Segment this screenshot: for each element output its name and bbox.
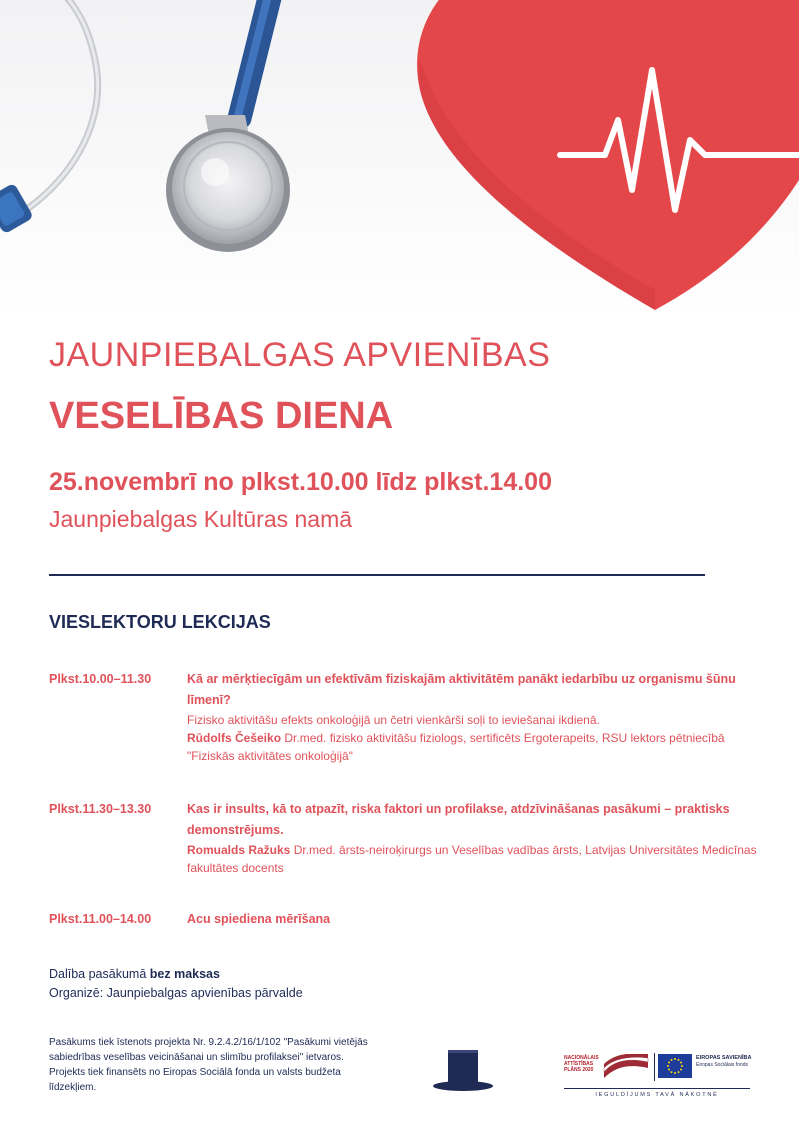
lecture-time: Plkst.11.00–14.00 <box>49 912 152 926</box>
lecture-subtitle: Fizisko aktivitāšu efekts onkoloģijā un četri vienkārši soļi to ieviešanai ikdienā. <box>187 713 600 727</box>
divider <box>49 574 705 576</box>
motto-divider <box>564 1088 750 1089</box>
eu-logo-text <box>696 1055 756 1068</box>
participation-free: bez maksas <box>149 967 220 981</box>
speaker-description: Dr.med. ārsts-neiroķirurgs un Veselības vadības ārsts, Latvijas Universitātes Medicīnas fakultātes docents <box>187 843 757 875</box>
top-hat-logo-icon <box>432 1046 494 1096</box>
event-venue: Jaunpiebalgas Kultūras namā <box>49 506 353 532</box>
speaker-name: Rūdolfs Češeiko <box>187 731 282 745</box>
organizer-note: Organizē: Jaunpiebalgas apvienības pārvalde <box>49 986 303 1000</box>
lecture-speaker <box>187 841 757 877</box>
speaker-name: Romualds Ražuks <box>187 843 291 857</box>
logo-divider <box>654 1053 655 1081</box>
title-line1: JAUNPIEBALGAS APVIENĪBAS <box>49 336 551 374</box>
funding-logos <box>562 1050 757 1102</box>
hero-illustration <box>0 0 799 320</box>
section-title: VIESLEKTORU LEKCIJAS <box>49 612 271 632</box>
lecture-title: Kas ir insults, kā to atpazīt, riska faktori un profilakse, atdzīvināšanas pasākumi – praktisks demonstrējums. <box>187 802 730 837</box>
lecture-time: Plkst.11.30–13.30 <box>49 802 152 816</box>
latvian-flag-icon <box>602 1054 650 1080</box>
motto: IEGULDĪJUMS TAVĀ NĀKOTNĒ <box>595 1092 719 1098</box>
national-plan-logo-text: NACIONĀLAIS ATTĪSTĪBAS PLĀNS 2020 <box>564 1055 599 1073</box>
eu-flag-icon <box>658 1054 692 1078</box>
lecture-time: Plkst.10.00–11.30 <box>49 672 152 686</box>
participation-prefix: Dalība pasākumā <box>49 967 147 981</box>
lecture-title: Acu spiediena mērīšana <box>187 912 331 926</box>
lecture-speaker <box>187 729 757 765</box>
eu-name: EIROPAS SAVIENĪBA <box>696 1055 752 1061</box>
participation-note <box>49 965 303 984</box>
speaker-description: Dr.med. fizisko aktivitāšu fiziologs, sertificēts Ergoterapeits, RSU lektors pētniecībā "Fiziskās aktivitātes onkoloģijā" <box>187 731 725 763</box>
event-date-time: 25.novembrī no plkst.10.00 līdz plkst.14.00 <box>49 468 552 496</box>
project-note: Pasākums tiek īstenots projekta Nr. 9.2.4.2/16/1/102 "Pasākumi vietējās sabiedrības veselības veicināšanai un slimību profilaksei" ietvaros. Projekts tiek finansēts no Eiropas Sociālā fonda un valsts budžeta līdzekļiem. <box>49 1037 368 1093</box>
lecture-title: Kā ar mērķtiecīgām un efektīvām fiziskajām aktivitātēm panākt iedarbību uz organismu šūnu līmenī? <box>187 672 736 707</box>
title-line2: VESELĪBAS DIENA <box>49 395 394 437</box>
eu-fund: Eiropas Sociālais fonds <box>696 1061 748 1068</box>
event-info <box>49 965 303 1003</box>
